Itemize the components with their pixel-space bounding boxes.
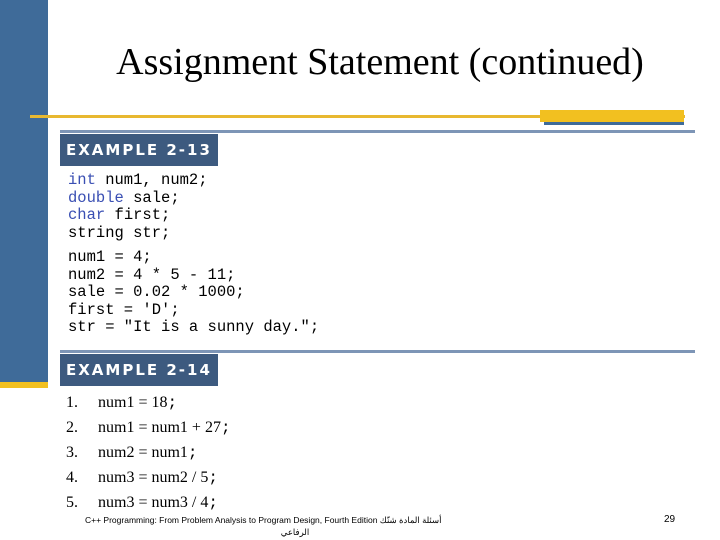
code-line: int num1, num2; <box>68 171 208 189</box>
example-14-list <box>66 390 231 515</box>
page-number: 29 <box>664 514 676 525</box>
list-item: 3. num2 = num1; <box>66 444 198 462</box>
code-line: num1 = 4; <box>68 248 152 266</box>
list-item: 2. num1 = num1 + 27; <box>66 419 231 437</box>
code-keyword: double <box>68 188 124 207</box>
example-14-label: EXAMPLE 2-14 <box>60 354 218 386</box>
example-13-rule <box>60 130 695 133</box>
example-14-rule <box>60 350 695 353</box>
code-line: string str; <box>68 223 171 242</box>
code-line: str = "It is a sunny day."; <box>68 318 320 336</box>
footer-text: C++ Programming: From Problem Analysis to Program Design, Fourth Edition <box>85 515 378 525</box>
footer-arabic-b: الرفاعي <box>280 527 310 537</box>
left-accent-bar-edge <box>0 382 48 388</box>
example-13-declarations <box>68 172 208 242</box>
code-line: char first; <box>68 206 171 224</box>
code-keyword: int <box>68 171 96 189</box>
example-13-assignments <box>68 249 319 337</box>
slide-footer <box>85 514 505 538</box>
footer-arabic-a: أسئلة المادة شنّك <box>379 515 442 525</box>
code-line: double sale; <box>68 188 180 207</box>
code-line: num2 = 4 * 5 - 11; <box>68 265 236 284</box>
list-item: 1. num1 = 18; <box>66 394 178 412</box>
title-underline-accent <box>540 110 684 122</box>
code-line: first = 'D'; <box>68 300 180 319</box>
list-item: 5. num3 = num3 / 4; <box>66 494 218 512</box>
title-underline-blue <box>544 122 684 125</box>
code-line: sale = 0.02 * 1000; <box>68 283 245 301</box>
left-accent-bar <box>0 0 48 382</box>
slide-title: Assignment Statement (continued) <box>116 41 644 83</box>
code-keyword: char <box>68 206 106 224</box>
example-13-label: EXAMPLE 2-13 <box>60 134 218 166</box>
list-item: 4. num3 = num2 / 5; <box>66 469 218 487</box>
